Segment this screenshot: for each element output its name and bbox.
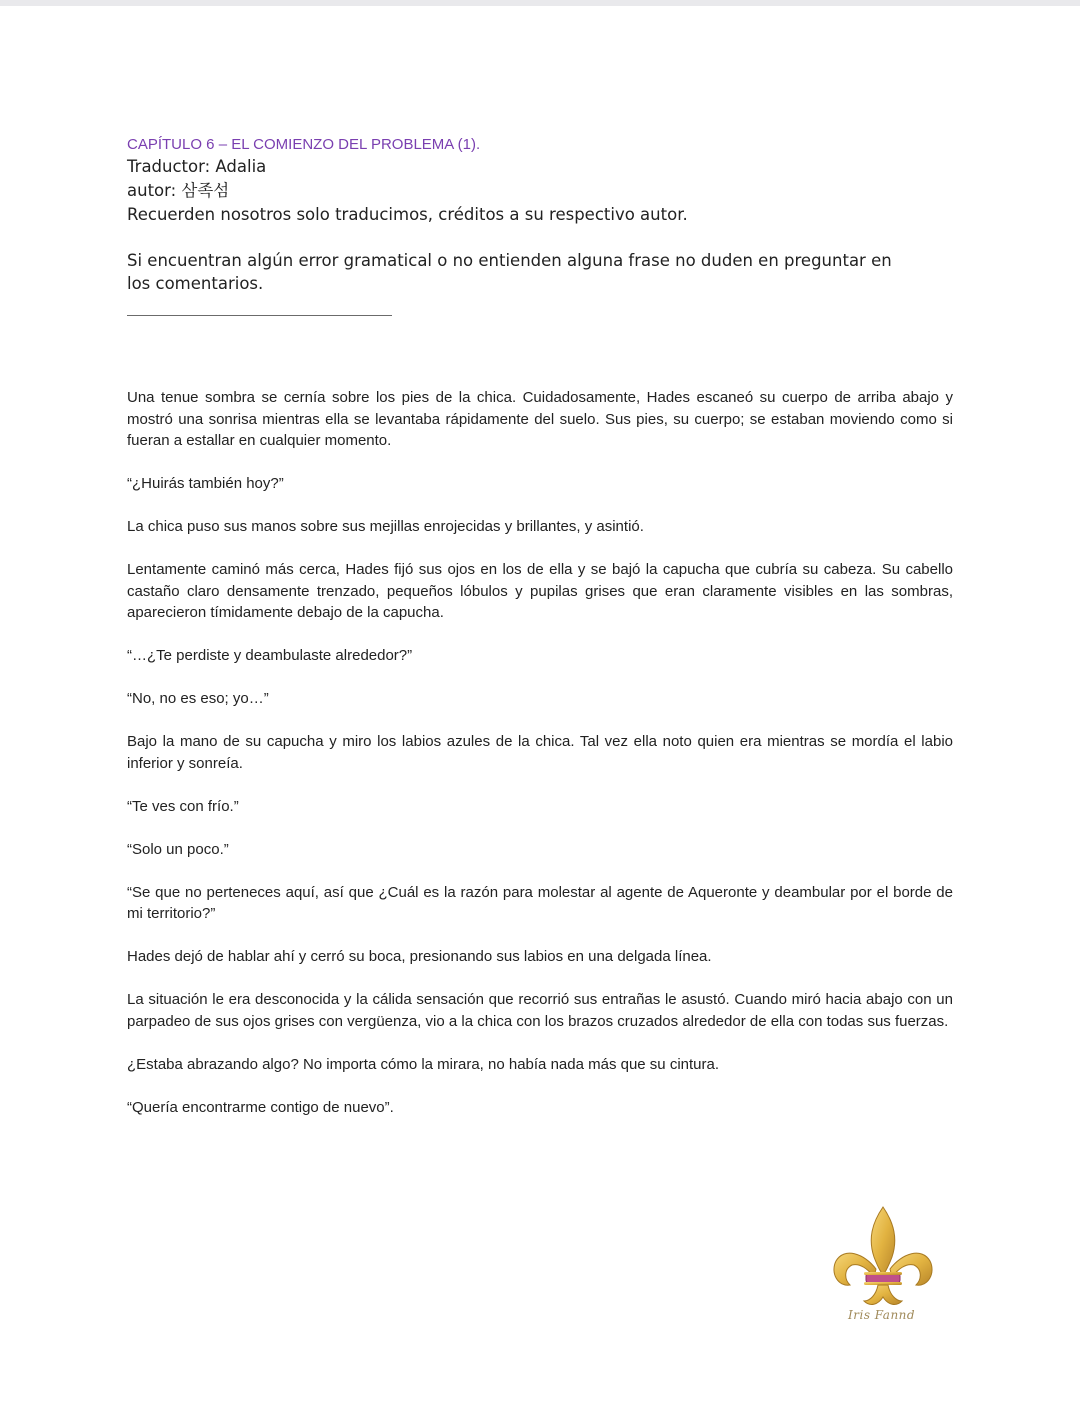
- header-divider: [127, 315, 392, 316]
- paragraph: Lentamente caminó más cerca, Hades fijó sus ojos en los de ella y se bajó la capucha que cubría su cabeza. Su cabello castaño claro densamente trenzado, pequeños lóbulos y pupilas grises que eran claramente visibles en las sombras, aparecieron tímidamente debajo de la capucha.: [127, 561, 953, 621]
- paragraph: “Solo un poco.”: [127, 840, 229, 858]
- paragraph: La situación le era desconocida y la cálida sensación que recorrió sus entrañas le asustó. Cuando miró hacia abajo con un parpadeo de sus ojos grises con vergüenza, vio a la chica con los brazos cruzados alrededor de ella con todas sus fuerzas.: [127, 991, 953, 1030]
- paragraph: “No, no es eso; yo…”: [127, 690, 269, 707]
- credits-line: Recuerden nosotros solo traducimos, créditos a su respectivo autor.: [127, 205, 688, 224]
- author-line: autor: 삼족섬: [127, 181, 230, 200]
- translator-line: Traductor: Adalia: [127, 157, 267, 176]
- paragraph: Una tenue sombra se cernía sobre los pies de la chica. Cuidadosamente, Hades escaneó su cuerpo de arriba abajo y mostró una sonrisa mientras ella se levantaba rápidamente del suelo. Sus pies, su cuerpo; se estaban moviendo como si fueran a estallar en cualquier momento.: [127, 389, 953, 449]
- paragraph: La chica puso sus manos sobre sus mejillas enrojecidas y brillantes, y asintió.: [127, 518, 644, 535]
- chapter-body: [127, 387, 953, 1140]
- chapter-title: CAPÍTULO 6 – EL COMIENZO DEL PROBLEMA (1).: [127, 136, 481, 153]
- paragraph: “Te ves con frío.”: [127, 797, 239, 815]
- paragraph: “Quería encontrarme contigo de nuevo”.: [127, 1098, 394, 1116]
- paragraph: ¿Estaba abrazando algo? No importa cómo la mirara, no había nada más que su cintura.: [127, 1055, 720, 1073]
- document-header: [127, 135, 957, 295]
- paragraph: Hades dejó de hablar ahí y cerró su boca, presionando sus labios en una delgada línea.: [127, 948, 712, 965]
- paragraph: Bajo la mano de su capucha y miro los labios azules de la chica. Tal vez ella noto quien era mientras se mordía el labio inferior y sonreía.: [127, 733, 953, 772]
- paragraph: “…¿Te perdiste y deambulaste alrededor?”: [127, 647, 413, 664]
- logo-signature: Iris Fannd: [848, 1308, 916, 1322]
- paragraph: “Se que no perteneces aquí, así que ¿Cuál es la razón para molestar al agente de Aqueronte y deambular por el borde de mi territorio?”: [127, 883, 953, 922]
- notice-text: Si encuentran algún error gramatical o no entienden alguna frase no duden en preguntar en los comentarios.: [127, 251, 892, 293]
- paragraph: “¿Huirás también hoy?”: [127, 475, 284, 492]
